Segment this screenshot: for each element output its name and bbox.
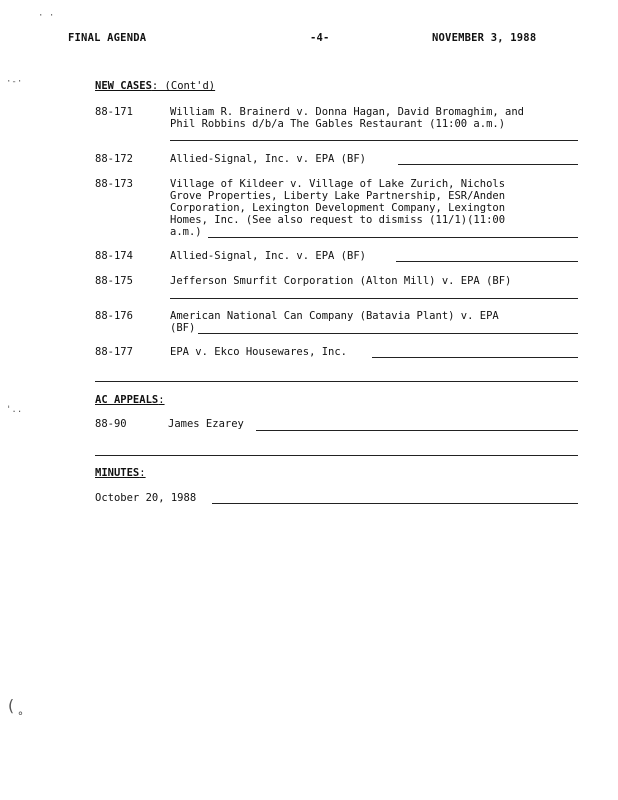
case-number: 88-173 [95,178,133,190]
case-number: 88-176 [95,310,133,322]
case-title-line: Grove Properties, Liberty Lake Partnership, ESR/Anden [170,190,506,202]
section-divider [95,455,578,456]
case-number: 88-177 [95,346,133,358]
appeal-title [168,418,578,430]
case-title [170,178,580,238]
minutes-date: October 20, 1988 [95,492,197,504]
page-number: -4- [310,32,330,44]
case-title-line: Jefferson Smurfit Corporation (Alton Mill) v. EPA (BF) [170,275,512,287]
case-number: 88-171 [95,106,133,118]
case-title-line: William R. Brainerd v. Donna Hagan, David Bromaghim, and [170,106,525,118]
case-title [170,275,580,287]
case-title-line: Allied-Signal, Inc. v. EPA (BF) [170,153,366,165]
scan-mark: '.. [6,405,23,415]
case-title-line: EPA v. Ekco Housewares, Inc. [170,346,348,358]
case-title-line: American National Can Company (Batavia Plant) v. EPA [170,310,499,322]
signature-line [256,430,578,431]
scan-mark: (̥ [6,696,16,715]
signature-line [170,140,578,141]
scan-mark: · · [38,11,55,21]
appeal-title-line: James Ezarey [168,418,244,430]
case-number: 88-175 [95,275,133,287]
appeal-number: 88-90 [95,418,127,430]
case-title-line: a.m.) [170,226,202,238]
case-title-line: Allied-Signal, Inc. v. EPA (BF) [170,250,366,262]
case-title-line: Phil Robbins d/b/a The Gables Restaurant (11:00 a.m.) [170,118,506,130]
signature-line [170,298,578,299]
minutes-heading-text: MINUTES [95,467,140,479]
case-number: 88-172 [95,153,133,165]
signature-line [208,237,578,238]
header-title: FINAL AGENDA [68,32,147,44]
case-number: 88-174 [95,250,133,262]
ac-appeals-heading-suffix: : [158,394,165,406]
case-title-line: Homes, Inc. (See also request to dismiss (11/1)(11:00 [170,214,506,226]
case-title-line: Village of Kildeer v. Village of Lake Zurich, Nichols [170,178,506,190]
new-cases-heading-suffix: : (Cont'd) [151,80,216,92]
minutes-heading [95,467,146,479]
signature-line [372,357,578,358]
signature-line [398,164,578,165]
signature-line [212,503,578,504]
section-divider [95,381,578,382]
case-title [170,310,580,334]
ac-appeals-heading-text: AC APPEALS [95,394,159,406]
new-cases-heading-text: NEW CASES [95,80,152,92]
ac-appeals-heading [95,394,165,406]
case-title-line: Corporation, Lexington Development Company, Lexington [170,202,506,214]
scan-mark: ·-· [6,77,23,87]
minutes-heading-suffix: : [139,467,146,479]
new-cases-heading [95,80,215,92]
case-title-line: (BF) [170,322,196,334]
signature-line [198,333,578,334]
case-title [170,106,580,130]
signature-line [396,261,578,262]
header-date: NOVEMBER 3, 1988 [432,32,537,44]
